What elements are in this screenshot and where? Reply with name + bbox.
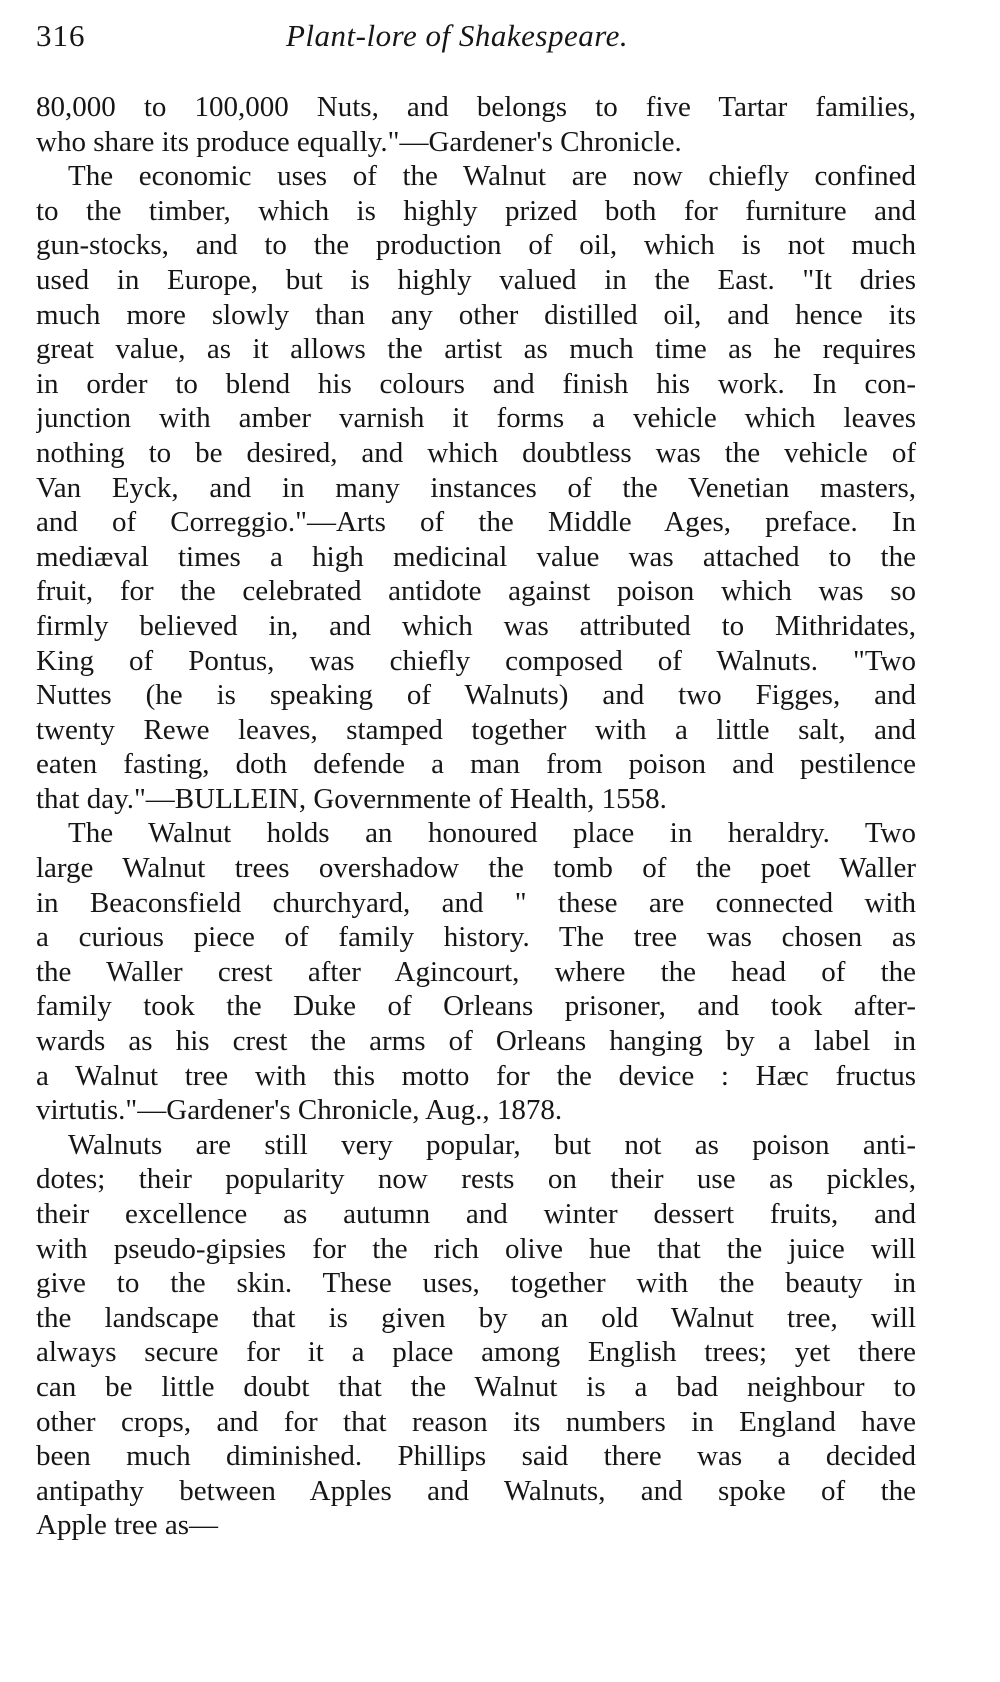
text-line: in Beaconsfield churchyard, and " these are connected with [36, 886, 916, 919]
text-line: twenty Rewe leaves, stamped together with a little salt, and [36, 713, 916, 746]
text-line: who share its produce equally."—Gardener's Chronicle. [36, 125, 682, 158]
text-line: Walnuts are still very popular, but not as poison anti- [68, 1128, 916, 1161]
text-line: a Walnut tree with this motto for the device : Hæc fructus [36, 1059, 916, 1092]
text-line: great value, as it allows the artist as much time as he requires [36, 333, 916, 366]
text-line: antipathy between Apples and Walnuts, and spoke of the [36, 1474, 916, 1507]
text-line: much more slowly than any other distilled oil, and hence its [36, 298, 916, 331]
text-line: the Waller crest after Agincourt, where the head of the [36, 955, 916, 988]
text-line: junction with amber varnish it forms a vehicle which leaves [36, 402, 916, 435]
text-line: dotes; their popularity now rests on their use as pickles, [36, 1163, 916, 1196]
text-line: with pseudo-gipsies for the rich olive hue that the juice will [36, 1232, 916, 1265]
text-line: mediæval times a high medicinal value was attached to the [36, 540, 916, 573]
text-line: The economic uses of the Walnut are now chiefly confined [68, 160, 916, 193]
text-line: Apple tree as— [36, 1509, 218, 1542]
text-line: Van Eyck, and in many instances of the Venetian masters, [36, 471, 916, 504]
text-line: used in Europe, but is highly valued in the East. "It dries [36, 263, 916, 296]
text-line: their excellence as autumn and winter dessert fruits, and [36, 1198, 916, 1230]
text-line: virtutis."—Gardener's Chronicle, Aug., 1878. [36, 1094, 563, 1127]
running-title: Plant-lore of Shakespeare. [286, 18, 629, 53]
text-line: in order to blend his colours and finish his work. In con- [36, 367, 916, 400]
text-line: firmly believed in, and which was attributed to Mithridates, [36, 609, 916, 642]
text-line: family took the Duke of Orleans prisoner, and took after- [36, 990, 916, 1023]
text-line: to the timber, which is highly prized both for furniture and [36, 194, 916, 227]
text-line: that day."—BULLEIN, Governmente of Health, 1558. [36, 782, 667, 815]
text-line: been much diminished. Phillips said there was a decided [36, 1440, 916, 1473]
text-line: fruit, for the celebrated antidote against poison which was so [36, 575, 916, 608]
text-line: nothing to be desired, and which doubtless was the vehicle of [36, 436, 916, 469]
text-line: can be little doubt that the Walnut is a bad neighbour to [36, 1370, 916, 1403]
text-line: large Walnut trees overshadow the tomb of the poet Waller [36, 852, 916, 885]
text-line: the landscape that is given by an old Walnut tree, will [36, 1301, 916, 1334]
text-line: 80,000 to 100,000 Nuts, and belongs to five Tartar families, [36, 91, 916, 123]
text-line: other crops, and for that reason its numbers in England have [36, 1405, 916, 1438]
text-line: The Walnut holds an honoured place in heraldry. Two [68, 817, 916, 850]
text-line: Nuttes (he is speaking of Walnuts) and two Figges, and [36, 679, 916, 712]
page-number: 316 [36, 18, 86, 53]
text-line: King of Pontus, was chiefly composed of Walnuts. "Two [36, 644, 916, 677]
text-line: give to the skin. These uses, together with the beauty in [36, 1267, 916, 1300]
text-line: wards as his crest the arms of Orleans hanging by a label in [36, 1025, 916, 1058]
text-line: always secure for it a place among English trees; yet there [36, 1336, 916, 1369]
text-line: gun-stocks, and to the production of oil, which is not much [36, 229, 916, 262]
running-head [36, 18, 676, 62]
text-line: eaten fasting, doth defende a man from poison and pestilence [36, 748, 916, 781]
text-line: a curious piece of family history. The tree was chosen as [36, 921, 916, 954]
body-text [36, 90, 916, 1543]
text-line: and of Correggio."—Arts of the Middle Ages, preface. In [36, 506, 916, 539]
